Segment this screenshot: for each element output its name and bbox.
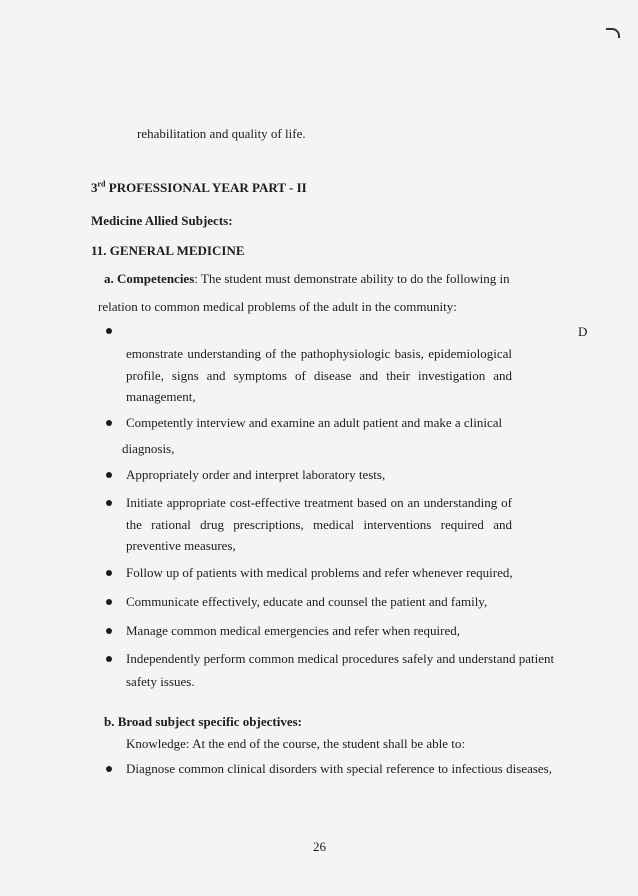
item-4-line-3: preventive measures, xyxy=(126,538,236,553)
item-1-line-3: management, xyxy=(126,389,196,404)
objectives-heading: b. Broad subject specific objectives: xyxy=(104,714,302,729)
item-8-line-2: safety issues. xyxy=(126,674,195,689)
bullet-8 xyxy=(106,656,112,662)
bullet-9 xyxy=(106,766,112,772)
allied-subjects-heading: Medicine Allied Subjects: xyxy=(91,213,233,228)
competencies-line-2: relation to common medical problems of the adult in the community: xyxy=(98,299,457,314)
item-1-line-2: profile, signs and symptoms of disease and their investigation and xyxy=(126,368,512,383)
item-5: Follow up of patients with medical problems and refer whenever required, xyxy=(126,565,513,580)
item-4-line-1: Initiate appropriate cost-effective treatment based on an understanding of xyxy=(126,495,512,510)
item-2-line-1: Competently interview and examine an adult patient and make a clinical xyxy=(126,415,503,430)
item-7: Manage common medical emergencies and refer when required, xyxy=(126,623,461,638)
item-3: Appropriately order and interpret laboratory tests, xyxy=(126,467,386,482)
section-heading: 3rd PROFESSIONAL YEAR PART - II xyxy=(91,179,307,195)
corner-mark xyxy=(606,28,620,38)
continued-line: rehabilitation and quality of life. xyxy=(137,126,306,141)
item-4-line-2: the rational drug prescriptions, medical interventions required and xyxy=(126,517,512,532)
bullet-2 xyxy=(106,420,112,426)
item-9: Diagnose common clinical disorders with special reference to infectious diseases, xyxy=(126,761,552,776)
bullet-7 xyxy=(106,628,112,634)
subject-heading: 11. GENERAL MEDICINE xyxy=(91,243,245,258)
knowledge-line: Knowledge: At the end of the course, the student shall be able to: xyxy=(126,736,465,751)
page-number: 26 xyxy=(313,839,326,854)
item-6: Communicate effectively, educate and counsel the patient and family, xyxy=(126,594,488,609)
bullet-6 xyxy=(106,599,112,605)
bullet-3 xyxy=(106,472,112,478)
item-2-line-2: diagnosis, xyxy=(122,441,175,456)
item-1-line-1: emonstrate understanding of the pathophysiologic basis, epidemiological xyxy=(126,346,512,361)
item-8-line-1: Independently perform common medical procedures safely and understand patient xyxy=(126,651,555,666)
competencies-paragraph: a. Competencies: The student must demonstrate ability to do the following in xyxy=(104,271,510,286)
stray-letter: D xyxy=(578,324,588,339)
bullet-1 xyxy=(106,328,112,334)
bullet-5 xyxy=(106,570,112,576)
bullet-4 xyxy=(106,500,112,506)
